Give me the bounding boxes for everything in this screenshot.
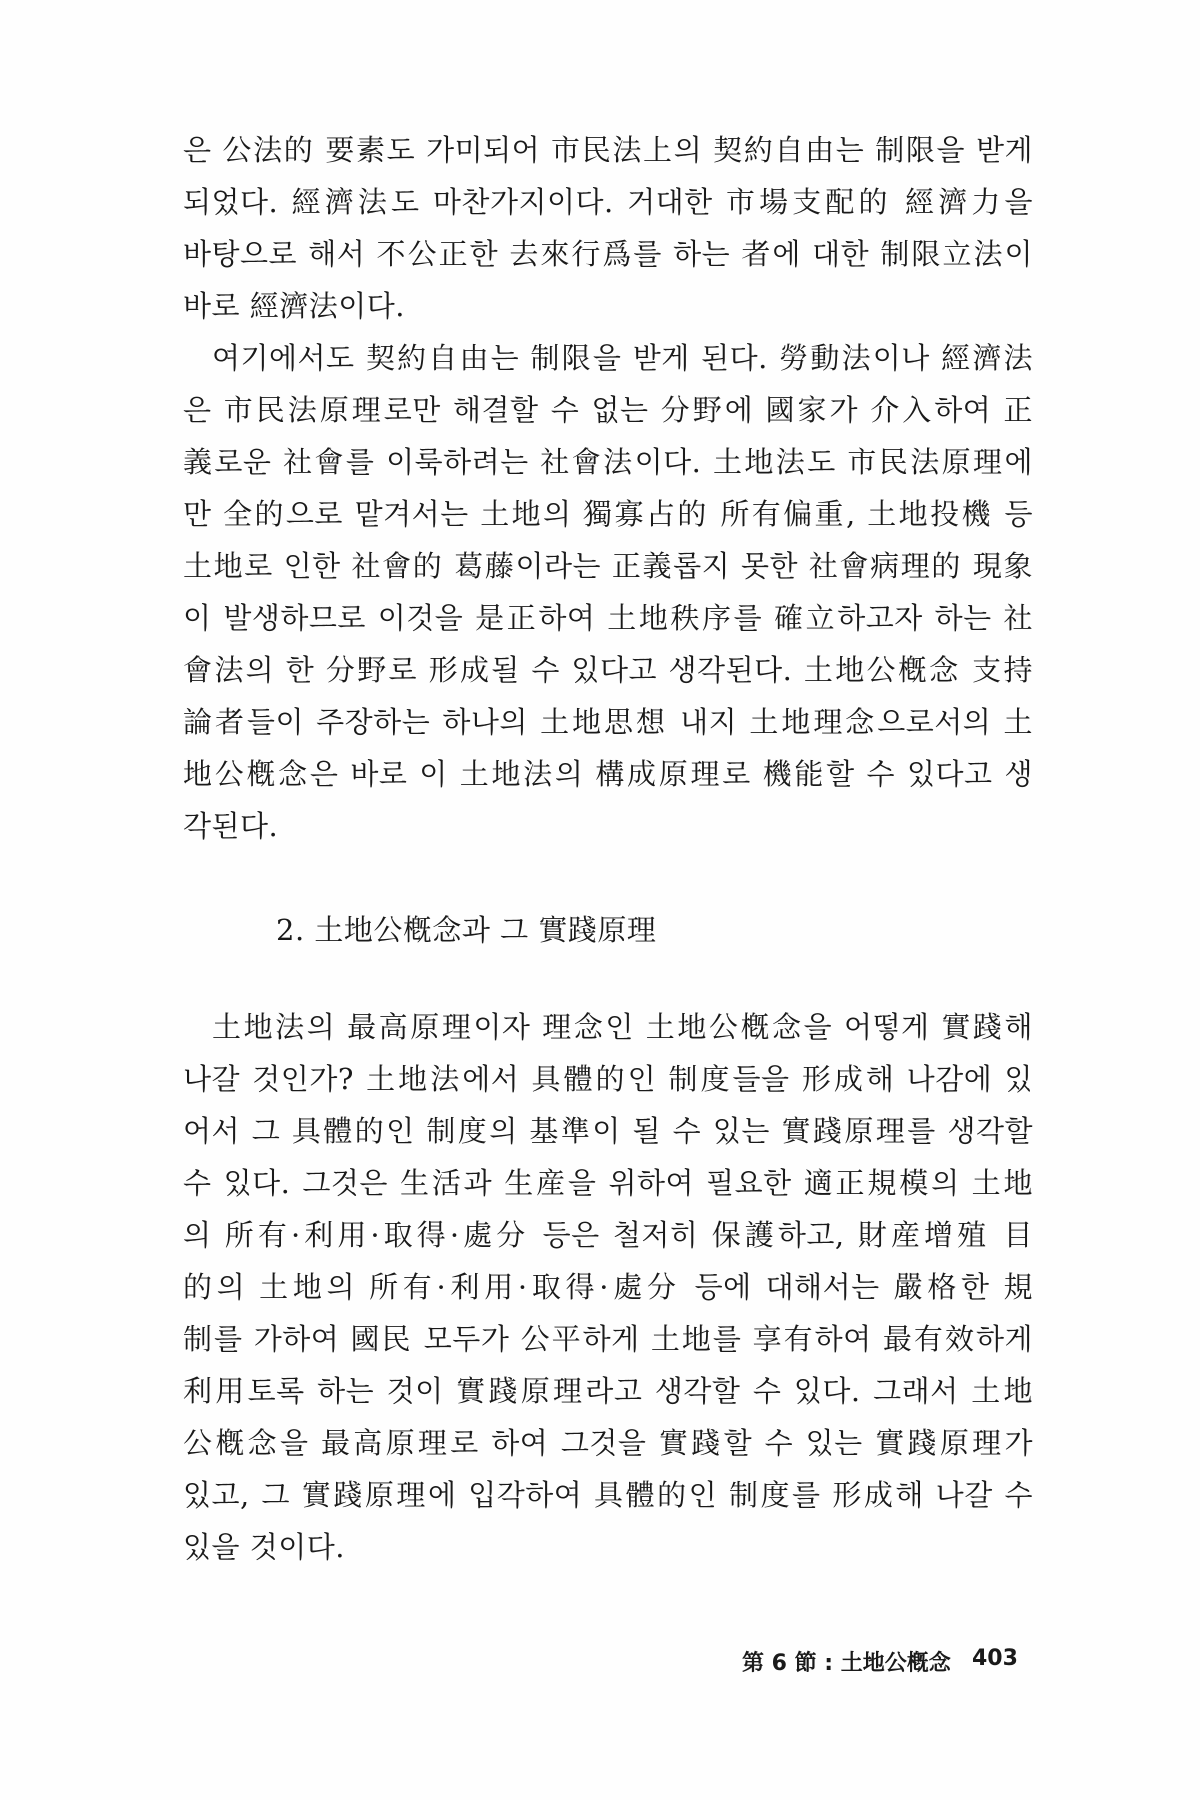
running-footer-title: 第 6 節 : 土地公槪念 bbox=[742, 1651, 951, 1676]
text-line: 바탕으로 해서 不公正한 去來行爲를 하는 者에 대한 制限立法이 bbox=[183, 237, 1033, 271]
section-heading: 2. 土地公槪念과 그 實踐原理 bbox=[276, 913, 657, 947]
continued-paragraph bbox=[183, 124, 1033, 332]
paragraph bbox=[183, 1001, 1033, 1573]
text-line: 的의 土地의 所有·利用·取得·處分 등에 대해서는 嚴格한 規 bbox=[183, 1270, 1033, 1304]
paragraph bbox=[183, 332, 1033, 852]
text-line: 여기에서도 契約自由는 制限을 받게 된다. 勞動法이나 經濟法 bbox=[212, 341, 1033, 375]
page-number: 403 bbox=[972, 1646, 1018, 1671]
text-line: 이 발생하므로 이것을 是正하여 土地秩序를 確立하고자 하는 社 bbox=[183, 601, 1033, 635]
text-line: 바로 經濟法이다. bbox=[183, 289, 405, 323]
text-line: 만 全的으로 맡겨서는 土地의 獨寡占的 所有偏重, 土地投機 등 bbox=[183, 497, 1033, 531]
text-line: 수 있다. 그것은 生活과 生産을 위하여 필요한 適正規模의 土地 bbox=[183, 1166, 1033, 1200]
text-line: 되었다. 經濟法도 마찬가지이다. 거대한 市場支配的 經濟力을 bbox=[183, 185, 1033, 219]
text-line: 義로운 社會를 이룩하려는 社會法이다. 土地法도 市民法原理에 bbox=[183, 445, 1033, 479]
text-line: 의 所有·利用·取得·處分 등은 철저히 保護하고, 財産增殖 目 bbox=[183, 1218, 1033, 1252]
text-line: 각된다. bbox=[183, 809, 279, 843]
text-line: 地公槪念은 바로 이 土地法의 構成原理로 機能할 수 있다고 생 bbox=[183, 757, 1033, 791]
text-line: 會法의 한 分野로 形成될 수 있다고 생각된다. 土地公槪念 支持 bbox=[183, 653, 1033, 687]
text-line: 土地法의 最高原理이자 理念인 土地公槪念을 어떻게 實踐해 bbox=[212, 1010, 1033, 1044]
text-line: 論者들이 주장하는 하나의 土地思想 내지 土地理念으로서의 土 bbox=[183, 705, 1033, 739]
text-line: 어서 그 具體的인 制度의 基準이 될 수 있는 實踐原理를 생각할 bbox=[183, 1114, 1033, 1148]
text-line: 公槪念을 最高原理로 하여 그것을 實踐할 수 있는 實踐原理가 bbox=[183, 1426, 1033, 1460]
text-line: 있고, 그 實踐原理에 입각하여 具體的인 制度를 形成해 나갈 수 bbox=[183, 1478, 1033, 1512]
text-line: 利用토록 하는 것이 實踐原理라고 생각할 수 있다. 그래서 土地 bbox=[183, 1374, 1033, 1408]
text-line: 土地로 인한 社會的 葛藤이라는 正義롭지 못한 社會病理的 現象 bbox=[183, 549, 1033, 583]
text-line: 은 公法的 要素도 가미되어 市民法上의 契約自由는 制限을 받게 bbox=[183, 133, 1033, 167]
text-line: 은 市民法原理로만 해결할 수 없는 分野에 國家가 介入하여 正 bbox=[183, 393, 1033, 427]
text-line: 있을 것이다. bbox=[183, 1530, 346, 1564]
text-line: 나갈 것인가? 土地法에서 具體的인 制度들을 形成해 나감에 있 bbox=[183, 1062, 1033, 1096]
text-line: 制를 가하여 國民 모두가 公平하게 土地를 享有하여 最有效하게 bbox=[183, 1322, 1033, 1356]
